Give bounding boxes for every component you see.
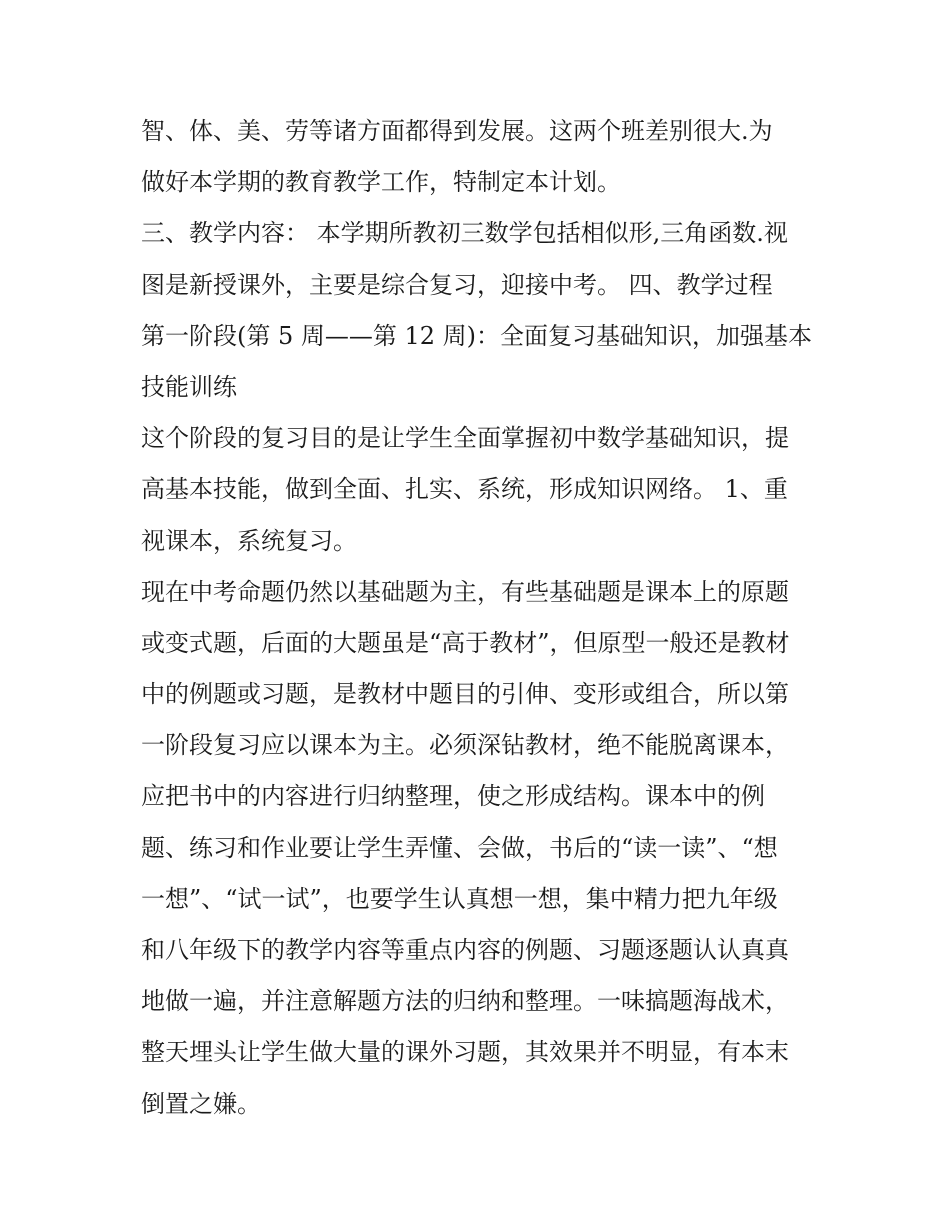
text-line: 这个阶段的复习目的是让学生全面掌握初中数学基础知识，提 <box>141 424 789 453</box>
text-line: 智、体、美、劳等诸方面都得到发展。这两个班差别很大.为 <box>141 117 773 145</box>
text-line: 应把书中的内容进行归纳整理，使之形成结构。课本中的例 <box>141 782 765 811</box>
text-line: 或变式题，后面的大题虽是“高于教材”，但原型一般还是教材 <box>141 628 790 657</box>
text-line: 和八年级下的教学内容等重点内容的例题、习题逐题认认真真 <box>141 936 789 964</box>
text-line: 中的例题或习题，是教材中题目的引伸、变形或组合，所以第 <box>141 680 789 709</box>
text-line: 一想”、“试一试”，也要学生认真想一想，集中精力把九年级 <box>141 884 778 913</box>
text-line: 图是新授课外，主要是综合复习，迎接中考。 四、教学过程 <box>141 270 773 299</box>
text-line: 做好本学期的教育教学工作，特制定本计划。 <box>141 168 621 197</box>
document-body <box>141 106 821 1130</box>
text-line: 一阶段复习应以课本为主。必须深钻教材，绝不能脱离课本， <box>141 731 789 760</box>
text-line: 视课本，系统复习。 <box>141 526 357 555</box>
text-line: 整天埋头让学生做大量的课外习题，其效果并不明显，有本末 <box>141 1038 789 1067</box>
text-line: 三、教学内容： 本学期所教初三数学包括相似形,三角函数.视 <box>141 219 788 248</box>
text-line: 技能训练 <box>141 372 237 401</box>
text-line: 题、练习和作业要让学生弄懂、会做，书后的“读一读”、“想 <box>141 833 778 862</box>
text-line: 现在中考命题仍然以基础题为主，有些基础题是课本上的原题 <box>141 577 789 606</box>
text-line: 第一阶段(第 5 周——第 12 周)：全面复习基础知识，加强基本 <box>141 321 813 350</box>
text-line: 高基本技能，做到全面、扎实、系统，形成知识网络。 1、重 <box>141 475 788 504</box>
text-line: 地做一遍，并注意解题方法的归纳和整理。一味搞题海战术， <box>141 987 789 1016</box>
text-line: 倒置之嫌。 <box>141 1089 261 1118</box>
